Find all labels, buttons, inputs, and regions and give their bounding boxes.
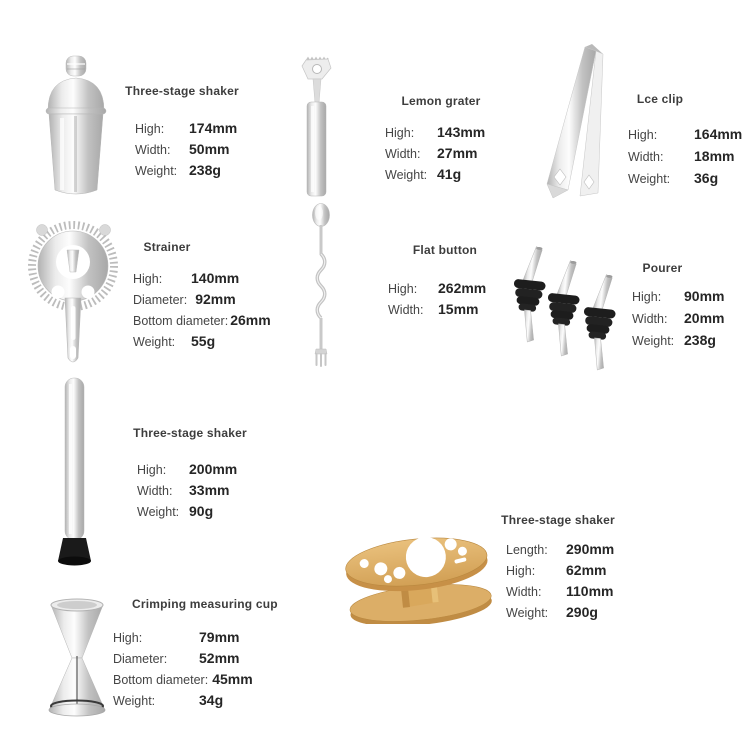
spec-value: 52mm — [199, 650, 240, 666]
product-title: Strainer — [143, 240, 191, 254]
spec-label: Diameter: — [113, 652, 168, 666]
measuring-cup-image — [44, 596, 110, 724]
spec-row — [506, 562, 614, 583]
spec-label: Diameter: — [133, 293, 188, 307]
product-title: Crimping measuring cup — [132, 597, 278, 611]
spec-row — [385, 166, 485, 187]
product-title: Three-stage shaker — [501, 513, 615, 527]
spec-value: 290mm — [566, 541, 615, 557]
spec-value: 110mm — [566, 583, 614, 599]
product-title: Three-stage shaker — [125, 84, 239, 98]
spec-row — [113, 650, 253, 671]
spec-label: Width: — [137, 484, 173, 498]
spec-label: Bottom diameter: — [133, 314, 229, 328]
spec-label: Weight: — [135, 164, 178, 178]
spec-value: 238g — [189, 162, 221, 178]
spec-row — [133, 291, 271, 312]
spec-label: High: — [388, 282, 418, 296]
spec-label: Width: — [628, 150, 664, 164]
spec-value: 143mm — [437, 124, 486, 140]
spec-value: 20mm — [684, 310, 725, 326]
spec-label: High: — [628, 128, 658, 142]
product-specs — [385, 124, 485, 187]
spec-row — [632, 310, 724, 332]
spec-row — [632, 332, 724, 354]
product-title: Three-stage shaker — [133, 426, 247, 440]
spec-label: Width: — [385, 147, 421, 161]
spec-row — [135, 162, 237, 183]
spec-label: Width: — [135, 143, 171, 157]
spec-label: Weight: — [632, 334, 675, 348]
spec-value: 36g — [694, 170, 719, 186]
product-specs — [137, 461, 237, 524]
spec-value: 164mm — [694, 126, 743, 142]
spec-value: 55g — [191, 333, 216, 349]
product-title: Lce clip — [636, 92, 684, 106]
spec-label: High: — [135, 122, 165, 136]
spec-value: 62mm — [566, 562, 607, 578]
spec-row — [632, 288, 724, 310]
spec-value: 238g — [684, 332, 716, 348]
spec-label: Width: — [388, 303, 424, 317]
spec-value: 140mm — [191, 270, 240, 286]
spec-value: 45mm — [212, 671, 253, 687]
spec-value: 290g — [566, 604, 598, 620]
spec-row — [506, 583, 614, 604]
spec-value: 41g — [437, 166, 462, 182]
spec-label: Weight: — [385, 168, 428, 182]
spec-label: Weight: — [506, 606, 549, 620]
spec-value: 15mm — [438, 301, 479, 317]
spec-row — [506, 604, 614, 625]
spec-row — [506, 541, 614, 562]
spec-row — [137, 461, 237, 482]
spec-label: High: — [113, 631, 143, 645]
spec-value: 262mm — [438, 280, 487, 296]
spec-value: 90mm — [684, 288, 725, 304]
spec-value: 92mm — [195, 291, 236, 307]
product-specs — [113, 629, 253, 713]
spec-label: Weight: — [113, 694, 156, 708]
spec-row — [628, 126, 742, 148]
spec-row — [113, 692, 253, 713]
spec-row — [133, 270, 271, 291]
spec-value: 174mm — [189, 120, 238, 136]
bar-spoon-image — [303, 202, 339, 368]
product-title: Lemon grater — [401, 94, 481, 108]
product-specs — [133, 270, 271, 354]
spec-label: High: — [632, 290, 662, 304]
spec-label: High: — [385, 126, 415, 140]
wooden-stand-image — [342, 518, 494, 624]
spec-value: 33mm — [189, 482, 230, 498]
spec-label: Bottom diameter: — [113, 673, 209, 687]
spec-value: 26mm — [230, 312, 271, 328]
spec-value: 18mm — [694, 148, 735, 164]
spec-label: Width: — [632, 312, 668, 326]
muddler-image — [53, 374, 95, 570]
spec-row — [135, 120, 237, 141]
spec-row — [628, 170, 742, 192]
cocktail-shaker-image — [36, 54, 116, 199]
spec-row — [628, 148, 742, 170]
product-specs — [388, 280, 486, 322]
ice-clip-image — [540, 42, 615, 200]
spec-label: High: — [506, 564, 536, 578]
spec-value: 50mm — [189, 141, 230, 157]
spec-label: Weight: — [628, 172, 671, 186]
spec-row — [388, 280, 486, 301]
spec-row — [388, 301, 486, 322]
spec-label: Weight: — [137, 505, 180, 519]
spec-row — [113, 671, 253, 692]
spec-value: 34g — [199, 692, 224, 708]
lemon-grater-image — [294, 56, 340, 198]
spec-label: Width: — [506, 585, 542, 599]
product-title: Pourer — [642, 261, 683, 275]
spec-row — [133, 312, 271, 333]
spec-label: Weight: — [133, 335, 176, 349]
spec-label: High: — [133, 272, 163, 286]
spec-value: 90g — [189, 503, 214, 519]
product-title: Flat button — [412, 243, 478, 257]
product-specs — [632, 288, 724, 354]
spec-label: High: — [137, 463, 167, 477]
spec-label: Length: — [506, 543, 548, 557]
spec-row — [385, 124, 485, 145]
spec-row — [135, 141, 237, 162]
spec-row — [137, 503, 237, 524]
product-specs — [506, 541, 614, 625]
spec-row — [385, 145, 485, 166]
pourer-image — [498, 244, 630, 372]
spec-row — [133, 333, 271, 354]
strainer-image — [26, 208, 121, 368]
spec-row — [113, 629, 253, 650]
spec-value: 79mm — [199, 629, 240, 645]
spec-value: 200mm — [189, 461, 238, 477]
spec-value: 27mm — [437, 145, 478, 161]
product-specs — [135, 120, 237, 183]
product-specs — [628, 126, 742, 192]
spec-row — [137, 482, 237, 503]
